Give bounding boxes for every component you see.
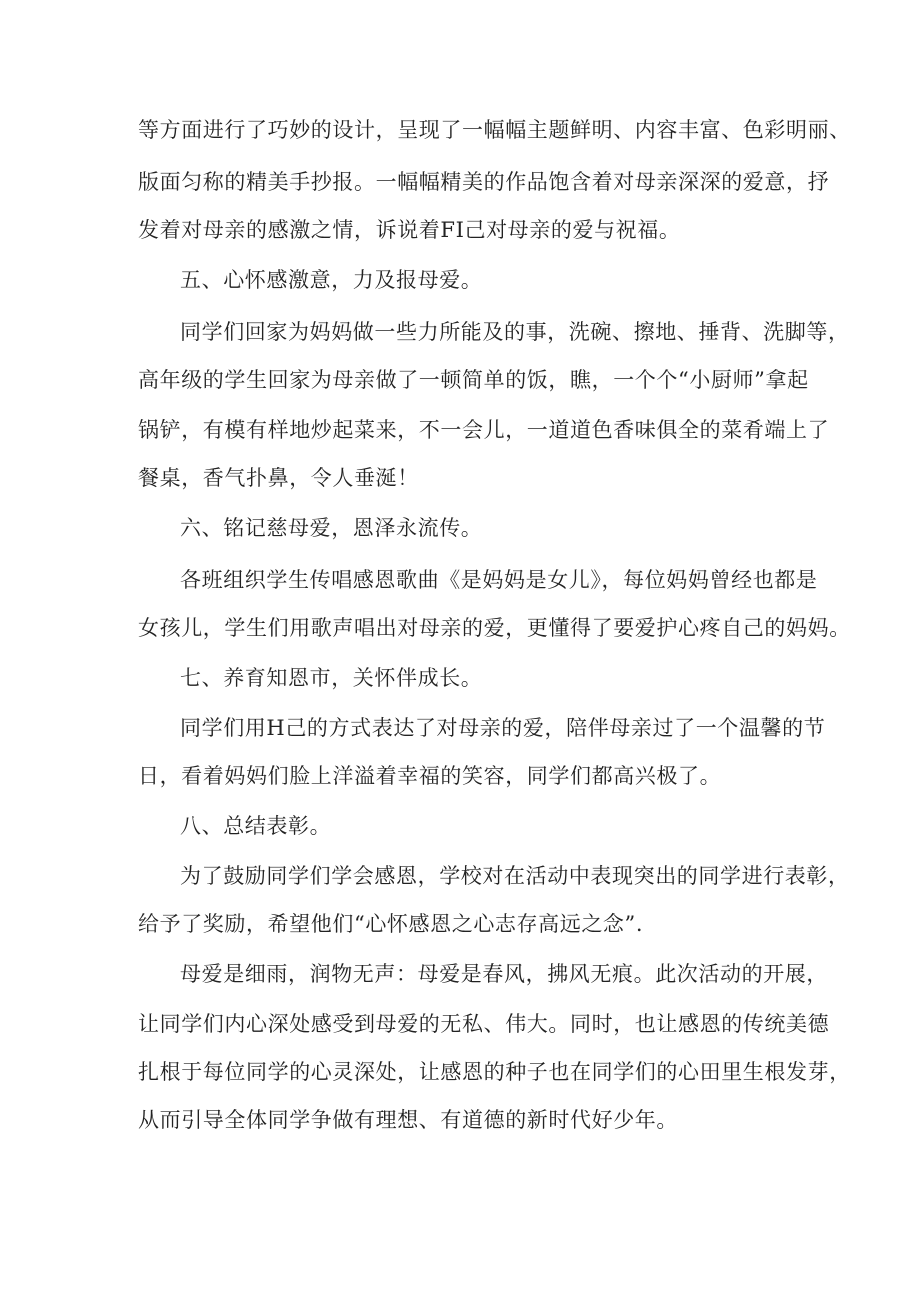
text-line: 发着对母亲的感激之情，诉说着FI己对母亲的爱与祝福。	[138, 218, 681, 242]
text-line: 等方面进行了巧妙的设计，呈现了一幅幅主题鲜明、内容丰富、色彩明丽、	[138, 118, 851, 142]
text-line: 高年级的学生回家为母亲做了一顿简单的饭，瞧，一个个“小厨师”拿起	[138, 368, 809, 392]
text-line: 女孩儿，学生们用歌声唱出对母亲的爱，更懂得了要爱护心疼自己的妈妈。	[138, 616, 851, 640]
text-line: 各班组织学生传唱感恩歌曲《是妈妈是女儿》，每位妈妈曾经也都是	[180, 568, 818, 592]
text-line: 同学们用H己的方式表达了对母亲的爱，陪伴母亲过了一个温馨的节	[180, 716, 826, 740]
text-line: 给予了奖励，希望他们“心怀感恩之心志存高远之念”.	[138, 912, 644, 936]
text-line: 同学们回家为妈妈做一些力所能及的事，洗碗、擦地、捶背、洗脚等，	[180, 320, 850, 344]
text-line: 扎根于每位同学的心灵深处，让感恩的种子也在同学们的心田里生根发芽，	[138, 1060, 851, 1084]
section-heading: 七、养育知恩市，关怀伴成长。	[180, 666, 483, 690]
text-line: 让同学们内心深处感受到母爱的无私、伟大。同时，也让感恩的传统美德	[138, 1012, 830, 1036]
text-line: 为了鼓励同学们学会感恩，学校对在活动中表现突出的同学进行表彰，	[180, 864, 850, 888]
text-line: 从而引导全体同学争做有理想、有道德的新时代好少年。	[138, 1108, 678, 1132]
text-line: 版面匀称的精美手抄报。一幅幅精美的作品饱含着对母亲深深的爱意，抒	[138, 170, 830, 194]
section-heading: 八、总结表彰。	[180, 814, 332, 838]
section-heading: 六、铭记慈母爱，恩泽永流传。	[180, 516, 483, 540]
text-line: 母爱是细雨，润物无声：母爱是春风，拂风无痕。此次活动的开展，	[180, 962, 828, 986]
section-heading: 五、心怀感激意，力及报母爱。	[180, 268, 483, 292]
text-line: 餐桌，香气扑鼻，令人垂涎！	[138, 466, 419, 490]
text-line: 日，看着妈妈们脸上洋溢着幸福的笑容，同学们都高兴极了。	[138, 764, 722, 788]
text-line: 锅铲，有模有样地炒起菜来，不一会儿，一道道色香味俱全的菜肴端上了	[138, 418, 830, 442]
